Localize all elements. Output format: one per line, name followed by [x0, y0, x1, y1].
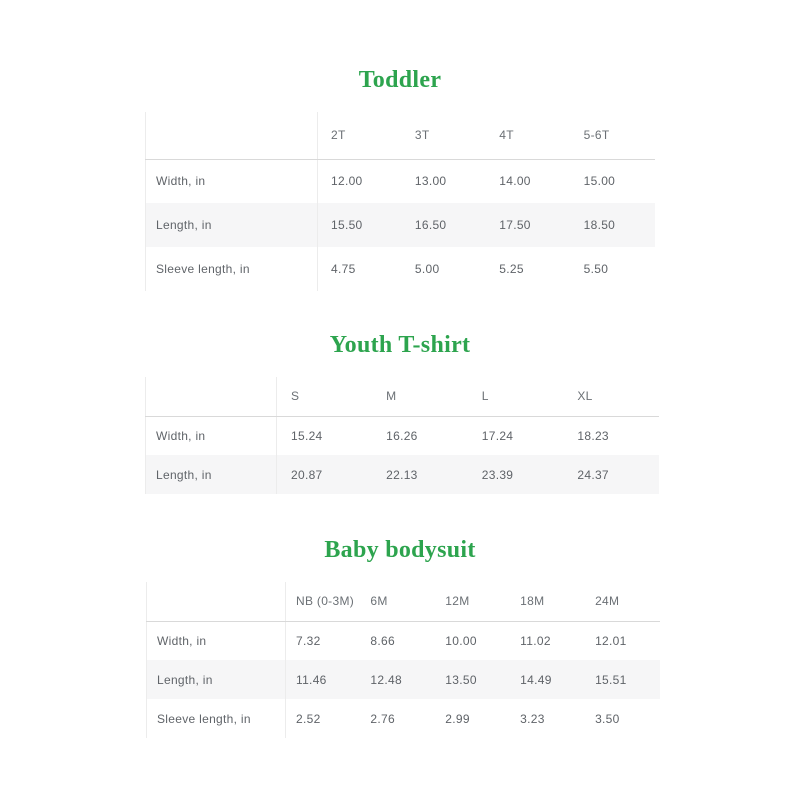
section-title-baby-bodysuit: Baby bodysuit: [324, 537, 476, 563]
cell-width-4t: 14.00: [499, 174, 531, 189]
cell-length-3t: 16.50: [414, 218, 447, 232]
cell-width-12m: 10.00: [445, 633, 477, 648]
section-toddler: [0, 66, 800, 291]
cell-length-5-6t: 18.50: [583, 218, 616, 232]
section-baby-bodysuit: [0, 536, 800, 738]
table-row-sleeve: [147, 699, 661, 738]
row-label-width: Width, in: [146, 416, 277, 455]
cell-width-6m: 8.66: [370, 633, 395, 648]
column-header-4t: 4T: [486, 112, 570, 159]
cell-width-l: 17.24: [481, 428, 514, 443]
column-header-xl: XL: [563, 377, 659, 416]
cell-sleeve-2t: 4.75: [331, 262, 356, 276]
cell-length-xl: 24.37: [577, 467, 609, 482]
cell-sleeve-18m: 3.23: [520, 711, 545, 726]
column-header-24m: 24M: [585, 582, 660, 621]
youth-tshirt-size-table: [145, 377, 659, 494]
cell-sleeve-12m: 2.99: [445, 711, 470, 726]
cell-length-6m: 12.48: [370, 672, 402, 687]
cell-length-s: 20.87: [291, 467, 323, 482]
cell-sleeve-5-6t: 5.50: [583, 262, 609, 276]
row-label-width: Width, in: [146, 159, 318, 203]
column-header-6m: 6M: [360, 582, 435, 621]
cell-width-s: 15.24: [291, 428, 323, 443]
section-title-youth-tshirt: Youth T-shirt: [329, 332, 471, 358]
table-header-row: [147, 582, 661, 621]
column-header-nb: NB (0-3M): [286, 582, 361, 621]
row-label-length: Length, in: [146, 203, 318, 247]
cell-length-2t: 15.50: [331, 218, 363, 232]
row-label-length: Length, in: [147, 660, 286, 699]
section-youth-tshirt: [0, 331, 800, 494]
corner-cell: [146, 112, 318, 159]
cell-length-4t: 17.50: [499, 218, 531, 232]
table-row-length: [146, 455, 660, 494]
cell-length-nb: 11.46: [296, 672, 327, 687]
row-label-sleeve: Sleeve length, in: [146, 247, 318, 291]
cell-width-3t: 13.00: [414, 174, 447, 189]
table-header-row: [146, 377, 660, 416]
toddler-size-table: [145, 112, 655, 291]
column-header-5-6t: 5-6T: [571, 112, 655, 159]
table-header-row: [146, 112, 656, 159]
cell-width-nb: 7.32: [296, 633, 321, 648]
column-header-18m: 18M: [510, 582, 585, 621]
cell-width-m: 16.26: [386, 428, 418, 443]
section-title-toddler: Toddler: [358, 67, 442, 93]
cell-sleeve-6m: 2.76: [370, 711, 395, 726]
cell-width-xl: 18.23: [577, 428, 609, 443]
table-row-width: [146, 159, 656, 203]
cell-length-12m: 13.50: [445, 672, 477, 687]
row-label-length: Length, in: [146, 455, 277, 494]
table-row-width: [146, 416, 660, 455]
cell-width-24m: 12.01: [595, 633, 627, 648]
cell-sleeve-3t: 5.00: [414, 262, 440, 276]
table-row-sleeve: [146, 247, 656, 291]
column-header-l: L: [468, 377, 564, 416]
column-header-2t: 2T: [318, 112, 402, 159]
cell-width-2t: 12.00: [331, 174, 363, 189]
cell-length-l: 23.39: [481, 467, 514, 482]
cell-width-18m: 11.02: [520, 633, 551, 648]
column-header-m: M: [372, 377, 468, 416]
cell-length-24m: 15.51: [595, 672, 627, 687]
corner-cell: [146, 377, 277, 416]
cell-sleeve-nb: 2.52: [296, 711, 321, 726]
column-header-s: S: [277, 377, 373, 416]
cell-length-m: 22.13: [386, 467, 418, 482]
row-label-width: Width, in: [147, 621, 286, 660]
table-row-length: [146, 203, 656, 247]
table-row-width: [147, 621, 661, 660]
cell-width-5-6t: 15.00: [583, 174, 616, 189]
row-label-sleeve: Sleeve length, in: [147, 699, 286, 738]
cell-sleeve-24m: 3.50: [595, 711, 620, 726]
column-header-3t: 3T: [402, 112, 486, 159]
column-header-12m: 12M: [435, 582, 510, 621]
corner-cell: [147, 582, 286, 621]
table-row-length: [147, 660, 661, 699]
cell-sleeve-4t: 5.25: [499, 262, 524, 276]
cell-length-18m: 14.49: [520, 672, 552, 687]
baby-bodysuit-size-table: [146, 582, 660, 738]
